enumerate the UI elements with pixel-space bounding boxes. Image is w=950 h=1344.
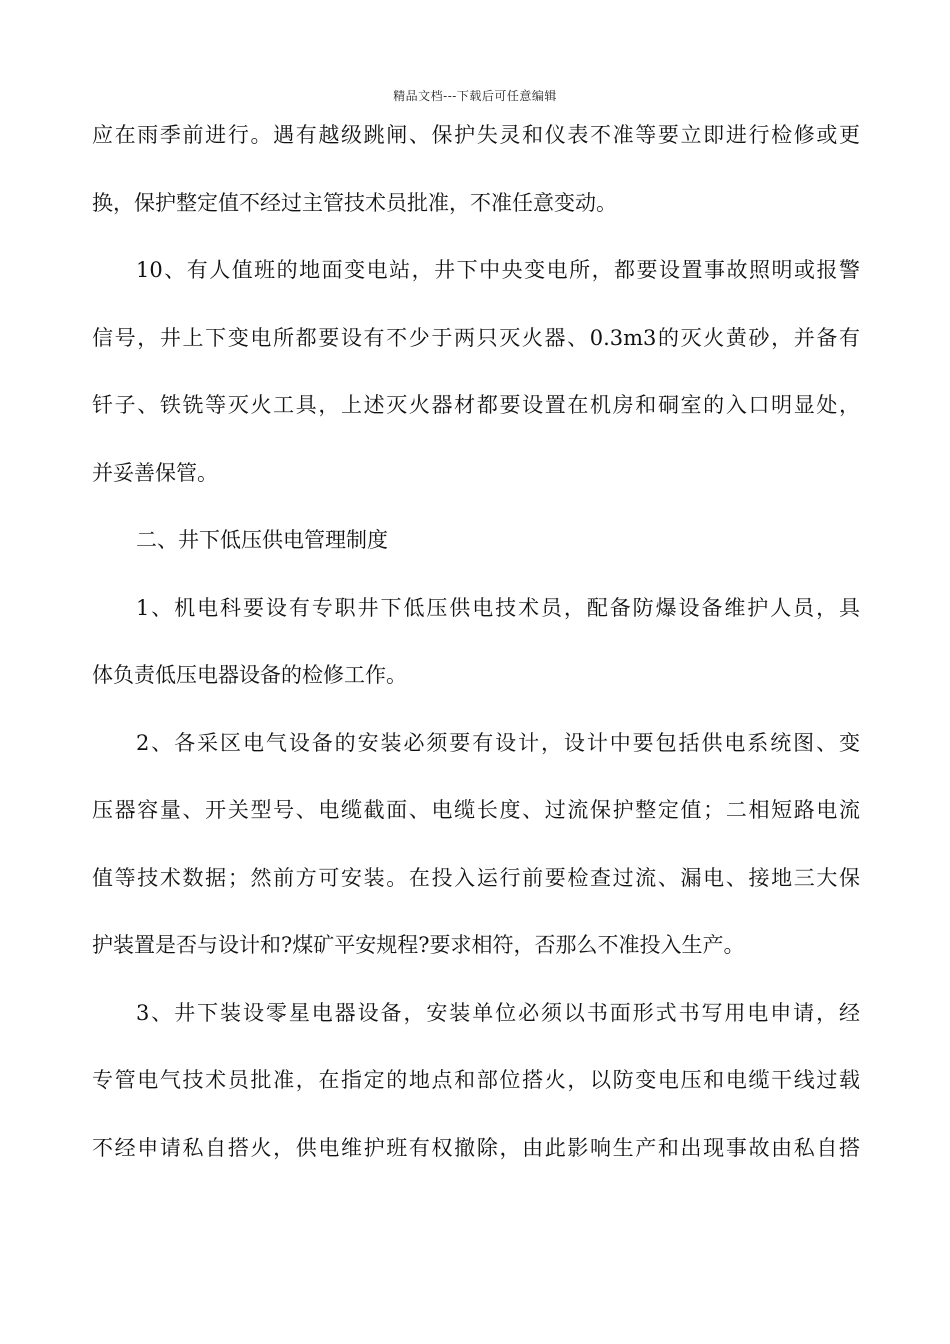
- text-line: 信号，井上下变电所都要设有不少于两只灭火器、0.3m3的灭火黄砂，并备有: [92, 325, 860, 350]
- text-line: 值等技术数据；然前方可安装。在投入运行前要检查过流、漏电、接地三大保: [92, 865, 860, 890]
- text-line: 10、有人值班的地面变电站，井下中央变电所，都要设置事故照明或报警: [136, 258, 860, 282]
- text-line: 2、各采区电气设备的安装必须要有设计，设计中要包括供电系统图、变: [136, 730, 860, 755]
- text-line: 1、机电科要设有专职井下低压供电技术员，配备防爆设备维护人员，具: [136, 595, 860, 620]
- text-line: 钎子、铁铣等灭火工具，上述灭火器材都要设置在机房和硐室的入口明显处，: [92, 393, 860, 417]
- body-text: [92, 114, 860, 1194]
- text-line: 3、井下装设零星电器设备，安装单位必须以书面形式书写用电申请，经: [136, 1000, 860, 1025]
- text-line: 护装置是否与设计和?煤矿平安规程?要求相符，否那么不准投入生产。: [92, 933, 745, 957]
- page-header: 精品文档---下载后可任意编辑: [393, 89, 557, 103]
- text-line: 应在雨季前进行。遇有越级跳闸、保护失灵和仪表不准等要立即进行检修或更: [92, 123, 860, 147]
- text-line: 体负责低压电器设备的检修工作。: [92, 663, 407, 687]
- text-line: 专管电气技术员批准，在指定的地点和部位搭火，以防变电压和电缆干线过载: [92, 1068, 860, 1092]
- text-line: 换，保护整定值不经过主管技术员批准，不准任意变动。: [92, 190, 617, 215]
- text-line: 并妥善保管。: [92, 460, 218, 485]
- section-heading: 二、井下低压供电管理制度: [136, 528, 388, 552]
- text-line: 压器容量、开关型号、电缆截面、电缆长度、过流保护整定值；二相短路电流: [92, 798, 860, 822]
- text-line: 不经申请私自搭火，供电维护班有权撤除，由此影响生产和出现事故由私自搭: [92, 1135, 860, 1160]
